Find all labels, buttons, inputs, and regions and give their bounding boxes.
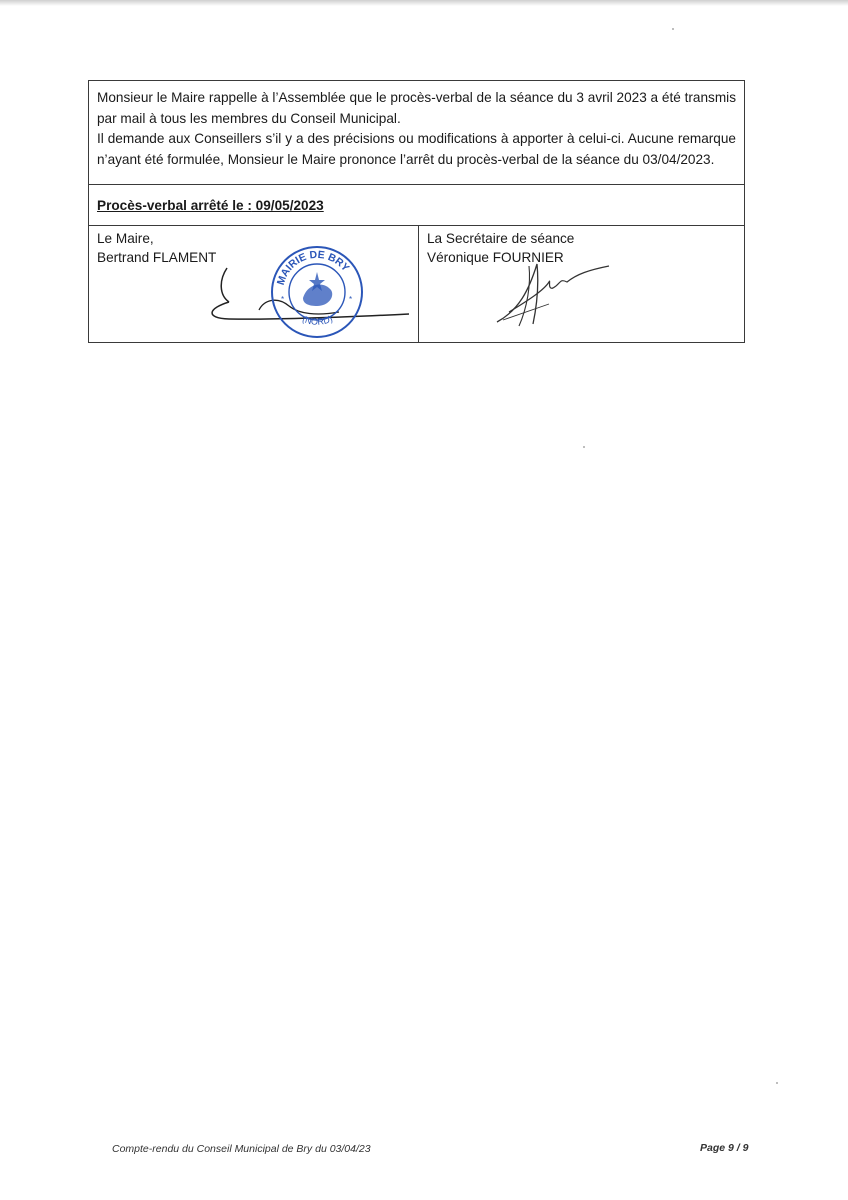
minutes-table [88,80,745,343]
scan-speck [672,28,674,30]
secretaire-handwritten-signature [489,260,619,330]
svg-text:*: * [349,295,353,304]
maire-name: Bertrand FLAMENT [97,250,217,265]
signature-row [89,226,744,342]
minutes-paragraph-2: Il demande aux Conseillers s’il y a des précisions ou modifications à apporter à celui-ci. Aucune remarque n’ayant été formulée, Monsieur le Maire prononce l’arrêt du procès-verbal de la séance du 03/04/2023. [97,131,736,167]
arrete-date: 09/05/2023 [251,198,324,213]
scan-speck [583,446,585,448]
secretaire-signature-cell [419,226,744,342]
footer-document-title: Compte-rendu du Conseil Municipal de Bry du 03/04/23 [112,1143,371,1155]
arrete-label: Procès-verbal arrêté le : [97,198,252,213]
scan-speck [776,1082,778,1084]
secretaire-name: Véronique FOURNIER [427,250,564,265]
arrete-row [89,185,744,226]
svg-text:MAIRIE DE BRY: MAIRIE DE BRY [274,248,352,287]
minutes-text-cell [89,81,744,185]
footer-page-number: Page 9 / 9 [700,1142,749,1154]
svg-text:*: * [281,295,285,304]
maire-title: Le Maire, [97,231,154,246]
maire-signature-cell [89,226,419,342]
minutes-paragraph-1: Monsieur le Maire rappelle à l’Assemblée que le procès-verbal de la séance du 3 avril 2023 a été transmis par mail à tous les membres du Conseil Municipal. [97,90,736,126]
svg-text:(NORD): (NORD) [300,313,335,327]
secretaire-title: La Secrétaire de séance [427,231,575,246]
mairie-stamp-seal [267,240,367,340]
